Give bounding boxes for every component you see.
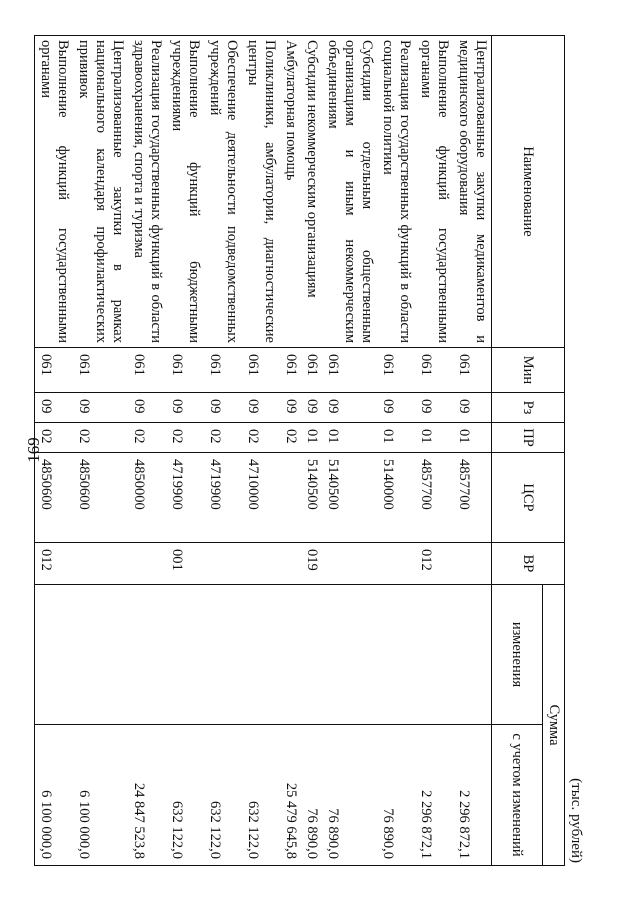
table-row <box>166 36 204 866</box>
row-name: Централизованные закупки медикаментов и медицинского оборудования <box>453 36 492 348</box>
budget-table <box>34 35 565 866</box>
header-sum: Сумма <box>543 585 565 866</box>
row-pr: 01 <box>377 423 415 453</box>
header-with-changes: с учетом изменений <box>492 725 543 866</box>
row-rz: 09 <box>73 393 128 423</box>
row-changes <box>166 585 204 725</box>
row-with-changes: 632 122,0 <box>242 725 280 866</box>
table-row <box>415 36 453 866</box>
row-vr <box>242 543 280 585</box>
header-changes: изменения <box>492 585 543 725</box>
row-csr: 4857700 <box>453 453 492 543</box>
row-min: 061 <box>301 348 322 393</box>
row-changes <box>322 585 377 725</box>
row-changes <box>35 585 74 725</box>
row-with-changes: 2 296 872,1 <box>453 725 492 866</box>
row-name: Выполнение функций государственными органами <box>415 36 453 348</box>
row-rz: 09 <box>453 393 492 423</box>
row-vr: 012 <box>415 543 453 585</box>
row-vr <box>128 543 166 585</box>
row-csr: 5140500 <box>301 453 322 543</box>
row-min: 061 <box>73 348 128 393</box>
row-rz: 09 <box>242 393 280 423</box>
row-name: Централизованные закупки в рамках национального календаря профилактических прививок <box>73 36 128 348</box>
table-row <box>128 36 166 866</box>
row-rz: 09 <box>377 393 415 423</box>
row-pr: 02 <box>35 423 74 453</box>
row-min: 061 <box>35 348 74 393</box>
table-row <box>377 36 415 866</box>
row-rz: 09 <box>415 393 453 423</box>
page-number: 169 <box>24 437 43 463</box>
row-name: Субсидии отдельным общественным организациям и иным некоммерческим объединениям <box>322 36 377 348</box>
header-rz: Рз <box>492 393 565 423</box>
row-csr: 4719900 <box>204 453 242 543</box>
row-name: Реализация государственных функций в области здравоохранения, спорта и туризма <box>128 36 166 348</box>
units-note: (тыс. рублей) <box>568 778 584 863</box>
row-name: Амбулаторная помощь <box>280 36 301 348</box>
row-rz: 09 <box>280 393 301 423</box>
header-pr: ПР <box>492 423 565 453</box>
row-pr: 02 <box>166 423 204 453</box>
row-pr: 01 <box>453 423 492 453</box>
header-min: Мин <box>492 348 565 393</box>
row-changes <box>73 585 128 725</box>
row-min: 061 <box>204 348 242 393</box>
table-row <box>204 36 242 866</box>
row-pr: 01 <box>415 423 453 453</box>
row-rz: 09 <box>204 393 242 423</box>
table-body <box>35 36 492 866</box>
row-csr: 5140500 <box>322 453 377 543</box>
row-changes <box>128 585 166 725</box>
row-csr: 4710000 <box>242 453 280 543</box>
row-csr: 4719900 <box>166 453 204 543</box>
row-name: Обеспечение деятельности подведомственных учреждений <box>204 36 242 348</box>
row-name: Реализация государственных функций в области социальной политики <box>377 36 415 348</box>
row-csr: 4850600 <box>73 453 128 543</box>
row-vr: 019 <box>301 543 322 585</box>
table-row <box>453 36 492 866</box>
row-vr <box>322 543 377 585</box>
row-with-changes: 6 100 000,0 <box>35 725 74 866</box>
row-vr: 001 <box>166 543 204 585</box>
row-changes <box>242 585 280 725</box>
row-with-changes: 632 122,0 <box>204 725 242 866</box>
row-min: 061 <box>166 348 204 393</box>
row-vr <box>377 543 415 585</box>
header-csr: ЦСР <box>492 453 565 543</box>
row-pr: 02 <box>204 423 242 453</box>
row-csr <box>280 453 301 543</box>
table-row <box>280 36 301 866</box>
row-vr: 012 <box>35 543 74 585</box>
row-vr <box>73 543 128 585</box>
header-vr: ВР <box>492 543 565 585</box>
row-vr <box>453 543 492 585</box>
row-changes <box>280 585 301 725</box>
row-with-changes: 2 296 872,1 <box>415 725 453 866</box>
row-csr: 4857700 <box>415 453 453 543</box>
row-rz: 09 <box>128 393 166 423</box>
row-min: 061 <box>242 348 280 393</box>
row-name: Выполнение функций государственными органами <box>35 36 74 348</box>
table-row <box>242 36 280 866</box>
row-min: 061 <box>415 348 453 393</box>
table-row <box>322 36 377 866</box>
table-row <box>35 36 74 866</box>
row-pr: 01 <box>322 423 377 453</box>
row-pr: 02 <box>128 423 166 453</box>
row-min: 061 <box>453 348 492 393</box>
row-csr: 4850000 <box>128 453 166 543</box>
row-changes <box>301 585 322 725</box>
row-with-changes: 76 890,0 <box>301 725 322 866</box>
row-min: 061 <box>128 348 166 393</box>
row-with-changes: 6 100 000,0 <box>73 725 128 866</box>
table-header <box>492 36 565 866</box>
row-with-changes: 76 890,0 <box>377 725 415 866</box>
row-changes <box>415 585 453 725</box>
row-csr: 5140000 <box>377 453 415 543</box>
row-with-changes: 632 122,0 <box>166 725 204 866</box>
row-pr: 02 <box>73 423 128 453</box>
row-changes <box>453 585 492 725</box>
row-min: 061 <box>280 348 301 393</box>
budget-sheet <box>38 35 585 865</box>
row-rz: 09 <box>301 393 322 423</box>
row-vr <box>280 543 301 585</box>
row-with-changes: 25 479 645,8 <box>280 725 301 866</box>
row-rz: 09 <box>35 393 74 423</box>
row-with-changes: 24 847 523,8 <box>128 725 166 866</box>
row-rz: 09 <box>166 393 204 423</box>
row-changes <box>204 585 242 725</box>
row-name: Субсидии некоммерческим организациям <box>301 36 322 348</box>
row-pr: 02 <box>242 423 280 453</box>
table-row <box>73 36 128 866</box>
row-name: Поликлиники, амбулатории, диагностические центры <box>242 36 280 348</box>
row-changes <box>377 585 415 725</box>
row-rz: 09 <box>322 393 377 423</box>
row-vr <box>204 543 242 585</box>
row-name: Выполнение функций бюджетными учреждениями <box>166 36 204 348</box>
header-name: Наименование <box>492 36 565 348</box>
row-pr: 01 <box>301 423 322 453</box>
row-min: 061 <box>377 348 415 393</box>
row-min: 061 <box>322 348 377 393</box>
row-pr: 02 <box>280 423 301 453</box>
table-row <box>301 36 322 866</box>
row-with-changes: 76 890,0 <box>322 725 377 866</box>
row-csr: 4850600 <box>35 453 74 543</box>
